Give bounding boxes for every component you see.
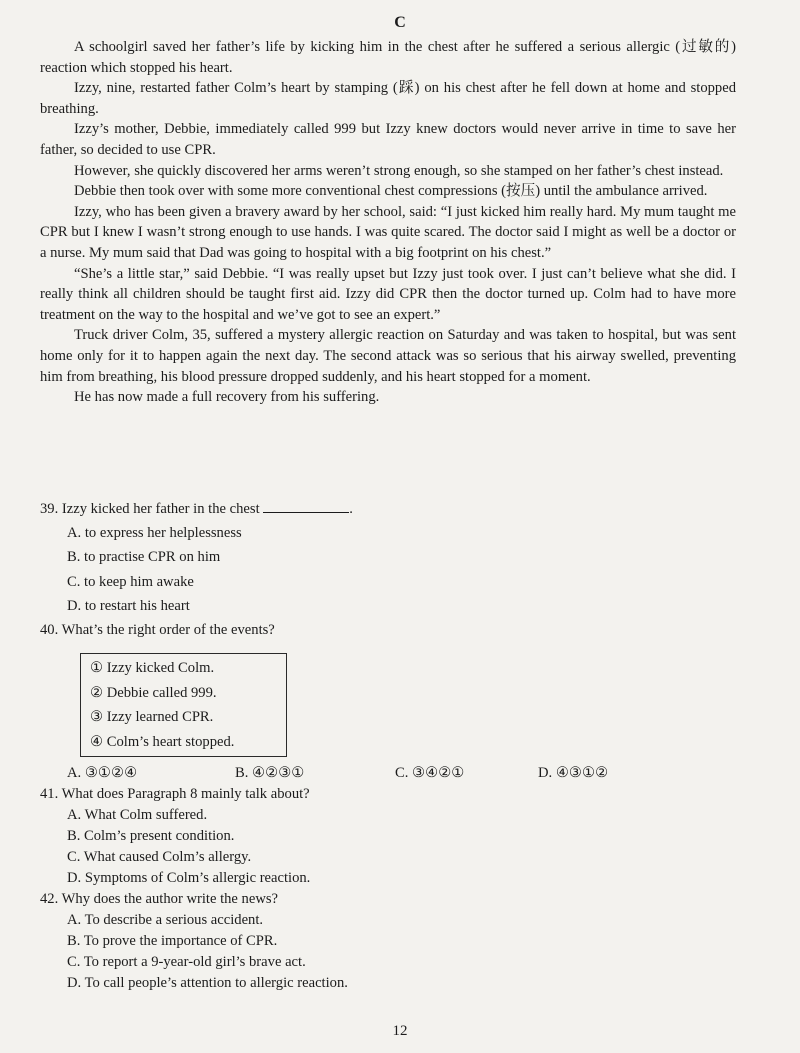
- option-a: A. ③①②④: [67, 765, 138, 782]
- passage-paragraph: Truck driver Colm, 35, suffered a mystery allergic reaction on Saturday and was taken to hospital, but was sent home only for it to happen again the next day. The second attack was so serious that his airway swelled, preventing him from breathing, his blood pressure dropped suddenly, and his heart stopped for a moment.: [40, 327, 736, 385]
- option-a: A. to express her helplessness: [67, 525, 242, 541]
- question-stem: 42. Why does the author write the news?: [40, 891, 279, 908]
- option-b: B. Colm’s present condition.: [67, 828, 235, 845]
- question-39: [40, 498, 740, 618]
- option-c: C. To report a 9-year-old girl’s brave act.: [67, 954, 306, 971]
- event-item: ④ Colm’s heart stopped.: [90, 733, 235, 750]
- question-stem: 40. What’s the right order of the events?: [40, 622, 275, 639]
- option-c: C. ③④②①: [395, 765, 465, 782]
- option-d: D. to restart his heart: [67, 597, 190, 614]
- option-b: B. To prove the importance of CPR.: [67, 933, 278, 950]
- question-text: 39. Izzy kicked her father in the chest: [40, 501, 260, 517]
- passage-paragraph: Izzy, who has been given a bravery award by her school, said: “I just kicked him really hard. My mum taught me CPR but I knew I wasn’t strong enough to use hands. I was quite scared. The doctor said I might as well be a doctor or a nurse. My mum said that Dad was going to hospital with a big footprint on his chest.”: [40, 203, 736, 261]
- answer-blank: [263, 498, 349, 513]
- event-item: ① Izzy kicked Colm.: [90, 660, 215, 677]
- passage-paragraph: He has now made a full recovery from his suffering.: [74, 389, 380, 406]
- option-b: B. to practise CPR on him: [67, 549, 221, 566]
- passage-paragraph: “She’s a little star,” said Debbie. “I was really upset but Izzy just took over. I just can’t believe what she did. I really think all children should be taught first aid. Izzy did CPR then the doctor turned up. Colm had to have more treatment on the way to the hospital and we’ve got to see an expert.”: [40, 265, 736, 323]
- reading-passage: [40, 37, 736, 408]
- passage-paragraph: However, she quickly discovered her arms weren’t strong enough, so she stamped on her father’s chest instead.: [74, 162, 724, 179]
- option-d: D. Symptoms of Colm’s allergic reaction.: [67, 870, 311, 887]
- option-d: D. ④③①②: [538, 765, 609, 782]
- question-41: [40, 784, 740, 889]
- option-c: C. to keep him awake: [67, 573, 194, 590]
- passage-paragraph: Izzy’s mother, Debbie, immediately called 999 but Izzy knew doctors would never arrive in time to save her father, so decided to use CPR.: [40, 121, 736, 158]
- option-a: A. To describe a serious accident.: [67, 912, 264, 929]
- question-end-punct: .: [349, 501, 353, 517]
- section-heading: C: [394, 14, 406, 31]
- order-options: [67, 763, 687, 784]
- event-item: ③ Izzy learned CPR.: [90, 709, 214, 726]
- question-stem: 41. What does Paragraph 8 mainly talk about?: [40, 786, 310, 803]
- option-c: C. What caused Colm’s allergy.: [67, 849, 252, 866]
- option-d: D. To call people’s attention to allergic reaction.: [67, 975, 348, 992]
- page-number: 12: [392, 1023, 408, 1039]
- question-stem: [40, 498, 740, 520]
- event-item: ② Debbie called 999.: [90, 684, 217, 701]
- passage-paragraph: Debbie then took over with some more conventional chest compressions (按压) until the ambulance arrived.: [74, 183, 708, 200]
- option-a: A. What Colm suffered.: [67, 807, 208, 824]
- option-b: B. ④②③①: [235, 765, 305, 782]
- events-box: [80, 653, 287, 757]
- question-list: [40, 498, 740, 994]
- question-40: [40, 620, 740, 784]
- question-42: [40, 889, 740, 994]
- passage-paragraph: A schoolgirl saved her father’s life by kicking him in the chest after he suffered a serious allergic (过敏的) reaction which stopped his heart.: [40, 39, 736, 76]
- passage-paragraph: Izzy, nine, restarted father Colm’s heart by stamping (踩) on his chest after he fell down at home and stopped breathing.: [40, 80, 736, 117]
